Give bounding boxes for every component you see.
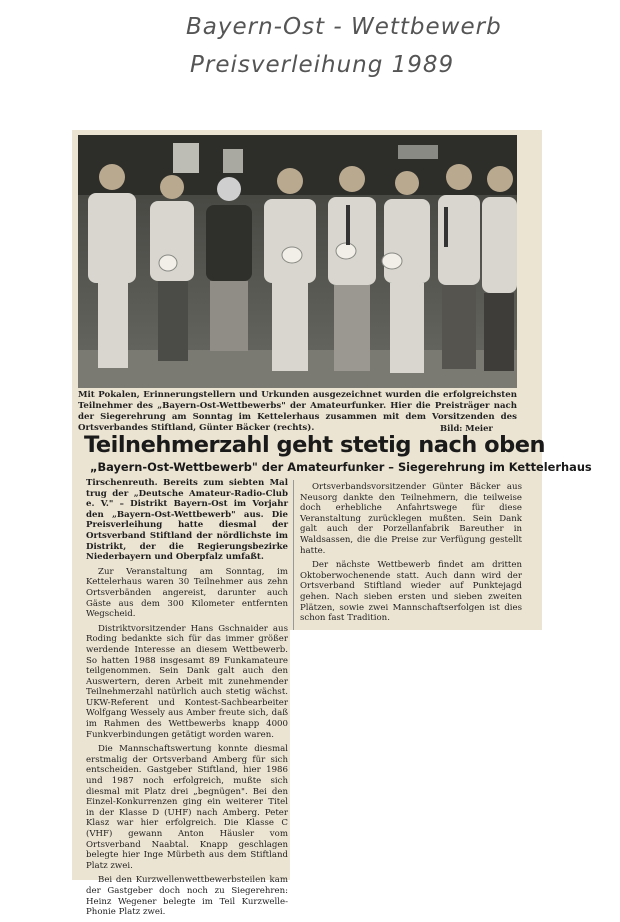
photo-credit: Bild: Meier — [440, 423, 493, 433]
handwritten-title-line1: Bayern-Ost - Wettbewerb — [186, 14, 502, 40]
photo-caption: Mit Pokalen, Erinnerungstellern und Urkunden ausgezeichnet wurden die erfolgreichsten Teilnehmer des „Bayern-Ost-Wettbewerbs" der Amateurfunker. Hier die Preisträger nach der Siegerehrung am Sonntag im Kettelerhaus zusammen mit dem Vorsitzenden des Ortsverbandes Stiftland, Günter Bäcker (rechts). — [78, 390, 517, 433]
article-paragraph: Distriktvorsitzender Hans Gschnaider aus Roding bedankte sich für das immer größer werdende Interesse an diesem Wettbewerb. So hatten 1988 insgesamt 89 Funkamateure teilgenommen. Sein Dank galt auch den Auswertern, deren Arbeit mit zunehmender Teilnehmerzahl natürlich auch stetig wächst. UKW-Referent und Kontest-Sachbearbeiter Wolfgang Wessely aus Amber freute sich, daß im Rahmen des Wettbewerbs knapp 4000 Funkverbindungen getätigt worden waren. — [86, 623, 288, 740]
article-paragraph: Tirschenreuth. Bereits zum siebten Mal trug der „Deutsche Amateur-Radio-Club e. V." – Distrikt Bayern-Ost im Vorjahr den „Bayern-Ost-Wettbewerb" aus. Die Preisverleihung hatte diesmal der Ortsverband Stiftland der nördlichste im Distrikt, der die Regierungsbezirke Niederbayern und Oberpfalz umfaßt. — [86, 478, 288, 563]
group-photo — [78, 135, 517, 388]
article-column-right — [300, 482, 522, 628]
column-divider — [293, 480, 294, 630]
handwritten-title-line2: Preisverleihung 1989 — [190, 52, 455, 78]
article-paragraph: Zur Veranstaltung am Sonntag, im Kettelerhaus waren 30 Teilnehmer aus zehn Ortsverbänden angereist, darunter auch Gäste aus dem 300 Kilometer entfernten Wegscheid. — [86, 566, 288, 620]
article-headline: Teilnehmerzahl geht stetig nach oben — [84, 432, 546, 458]
article-paragraph: Ortsverbandsvorsitzender Günter Bäcker aus Neusorg dankte den Teilnehmern, die teilweise doch erhebliche Anfahrtswege für diese Veranstaltung zurücklegen mußten. Sein Dank galt auch der Porzellanfabrik Bareuther in Waldsassen, die die Preise zur Verfügung gestellt hatte. — [300, 482, 522, 556]
article-paragraph: Bei den Kurzwellenwettbewerbsteilen kam der Gastgeber doch noch zu Siegerehren: Heinz Wegener belegte im Teil Kurzwelle-Phonie Platz zwei. — [86, 875, 288, 918]
article-paragraph: Die Mannschaftswertung konnte diesmal erstmalig der Ortsverband Amberg für sich entscheiden. Gastgeber Stiftland, hier 1986 und 1987 noch erfolgreich, mußte sich diesmal mit Platz drei „begnügen". Bei den Einzel-Konkurrenzen ging ein weiterer Titel in der Klasse D (UHF) nach Amberg. Peter Klasz war hier erfolgreich. Die Klasse C (VHF) gewann Anton Häusler vom Ortsverband Naabtal. Knapp geschlagen belegte hier Inge Mürbeth aus dem Stiftland Platz zwei. — [86, 744, 288, 871]
article-paragraph: Der nächste Wettbewerb findet am dritten Oktoberwochenende statt. Auch dann wird der Ortsverband Stiftland wieder auf Punktejagd gehen. Nach sieben ersten und sieben zweiten Plätzen, sowie zwei Mannschaftserfolgen ist dies schon fast Tradition. — [300, 560, 522, 624]
group-photo-illustration — [78, 135, 517, 388]
article-subheadline: „Bayern-Ost-Wettbewerb" der Amateurfunker – Siegerehrung im Kettelerhaus — [90, 460, 592, 474]
article-column-left — [86, 478, 288, 922]
